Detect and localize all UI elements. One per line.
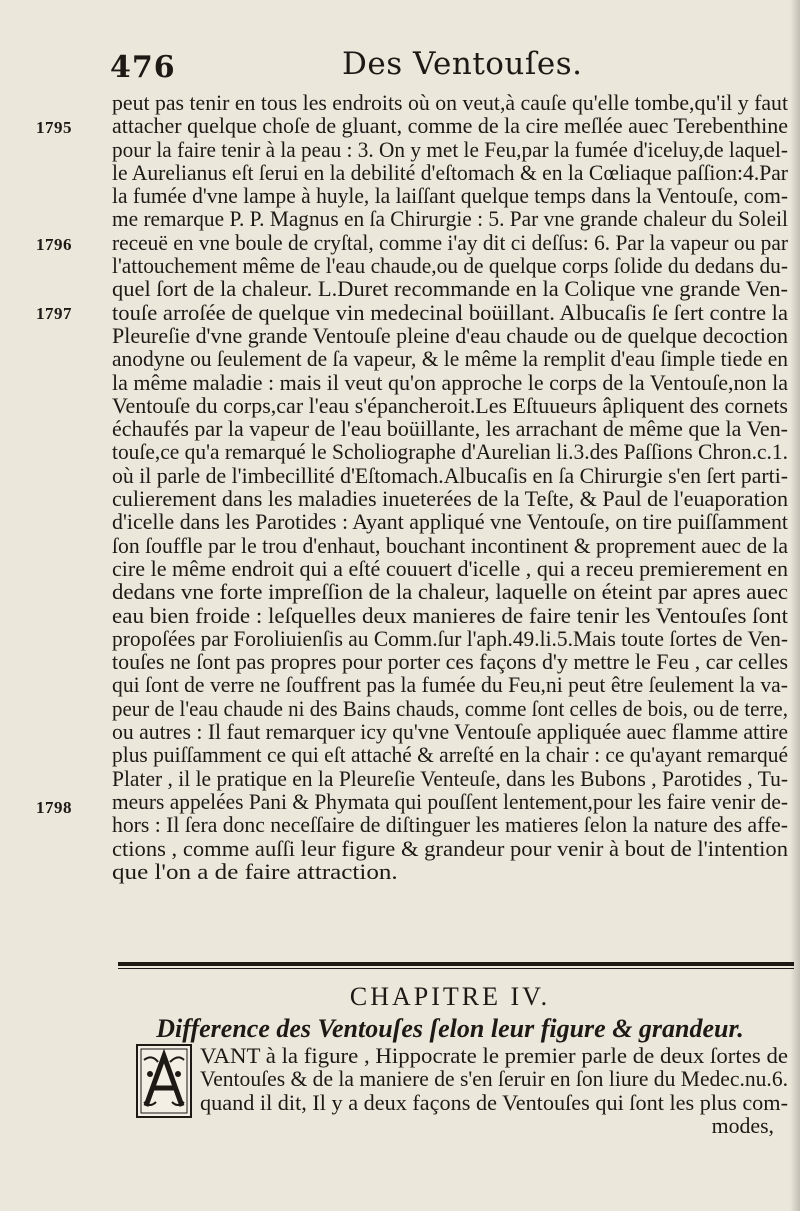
text-line-content: quel ſort de la chaleur. L.Duret recommande en la Colique vne grande Ven-: [112, 277, 788, 302]
text-line-content: culierement dans les maladies inueterées de la Teſte, & Paul de l'euaporation: [112, 487, 788, 512]
text-line-content: l'attouchement même de l'eau chaude,ou de quelque corps ſolide du dedans du-: [112, 254, 788, 279]
text-line-content: peut pas tenir en tous les endroits où on veut,à cauſe qu'elle tombe,qu'il y faut: [112, 91, 788, 115]
text-line-content: me remarque P. P. Magnus en ſa Chirurgie : 5. Par vne grande chaleur du Soleil: [112, 207, 788, 232]
body-text: [112, 92, 792, 884]
text-line-content: le Aurelianus eſt ſerui en la debilité d'eſtomach & en la Cœliaque paſſion:4.Par: [112, 160, 788, 185]
text-line: [112, 651, 792, 674]
text-line-content: quand il dit, Il y a deux façons de Ventouſes qui ſont les plus com-: [200, 1090, 788, 1115]
chapter-rule-thin: [118, 968, 794, 969]
text-line: [200, 1045, 792, 1068]
text-line: [200, 1092, 792, 1115]
text-line-content: eau bien froide : leſquelles deux manieres de faire tenir les Ventouſes ſont: [112, 603, 788, 628]
text-line: [112, 511, 792, 534]
text-line-content: plus puiſſamment ce qui eſt attaché & arreſté en la chair : ce qu'ayant remarqué: [112, 743, 788, 768]
running-title: Des Ventouſes.: [342, 46, 583, 82]
text-line: [112, 302, 792, 325]
text-line: [112, 465, 792, 488]
chapter-rule: [118, 962, 794, 966]
text-line: [112, 744, 792, 767]
ornamental-initial-a-icon: [138, 1046, 190, 1116]
text-line: [112, 721, 792, 744]
text-line-content: la fumée d'vne lampe à huyle, la laiſſant quelque temps dans la Ventouſe, com-: [112, 184, 788, 209]
text-line: [112, 605, 792, 628]
text-line: [112, 838, 792, 861]
margin-note-1795: 1795: [36, 118, 72, 137]
text-line-content: d'icelle dans les Parotides : Ayant appliqué vne Ventouſe, on tire puiſſamment: [112, 510, 788, 535]
text-line-content: Ventouſes & de la maniere de s'en ſeruir en ſon liure du Medec.nu.6.: [200, 1067, 788, 1092]
text-line: [112, 325, 792, 348]
text-line: [112, 861, 792, 884]
text-line: [112, 791, 792, 814]
text-line-content: touſe,ce qu'a remarqué le Scholiographe d'Aurelian li.3.des Paſſions Chron.c.1.: [112, 440, 788, 465]
text-line: [112, 255, 792, 278]
text-line: [112, 558, 792, 581]
text-line: [200, 1068, 792, 1091]
text-line-content: touſes ne ſont pas propres pour porter ces façons d'y mettre le Feu , car celles: [112, 650, 789, 675]
catchword: modes,: [711, 1114, 774, 1138]
text-line-content: où il parle de l'imbecillité d'Eſtomach.Albucaſis en ſa Chirurgie s'en ſert parti-: [112, 463, 788, 488]
text-line: [112, 628, 792, 651]
margin-note-1797: 1797: [36, 304, 72, 323]
text-line: [112, 208, 792, 231]
ornamental-initial: [136, 1044, 192, 1118]
text-line: [112, 441, 792, 464]
chapter-text: [200, 1045, 792, 1115]
text-line-content: Plater , il le pratique en la Pleureſie Venteuſe, dans les Bubons , Parotides , Tu-: [112, 766, 788, 791]
text-line: [112, 92, 792, 115]
page-header: [110, 44, 750, 88]
text-line: [112, 488, 792, 511]
text-line: [112, 395, 792, 418]
text-line-content: hors : Il ſera donc neceſſaire de diſtinguer les matieres ſelon la nature des affe-: [112, 813, 788, 838]
margin-note-1798: 1798: [36, 798, 72, 817]
text-line-content: Pleureſie d'vne grande Ventouſe pleine d'eau chaude ou de quelque decoction: [112, 323, 788, 348]
text-line: [112, 232, 792, 255]
text-line: [112, 814, 792, 837]
text-line: [112, 581, 792, 604]
text-line-content: cire le même endroit qui a eſté couuert d'icelle , qui a receu premierement en: [112, 556, 788, 581]
text-line-content: Ventouſe du corps,car l'eau s'épancheroit.Les Eſtuueurs âpliquent des cornets: [112, 393, 788, 418]
text-line: [112, 698, 792, 721]
text-line-content: meurs appelées Pani & Phymata qui pouſſent lentement,pour les faire venir de-: [112, 789, 788, 814]
text-line: [112, 674, 792, 697]
chapter-title: CHAPITRE IV.: [349, 982, 551, 1011]
text-line-content: ſon ſouffle par le trou d'enhaut, bouchant incontinent & proprement auec de la: [112, 533, 788, 558]
text-line: [112, 185, 792, 208]
text-line-content: propoſées par Foroliuienſis au Comm.ſur l'aph.49.li.5.Mais toute ſortes de Ven-: [112, 626, 788, 651]
text-line-content: ou autres : Il faut remarquer icy qu'vne Ventouſe appliquée auec flamme attire: [112, 720, 788, 745]
text-line: [112, 115, 792, 138]
text-line: [112, 139, 792, 162]
text-line-content: receuë en vne boule de cryſtal, comme i'ay dit ci deſſus: 6. Par la vapeur ou par: [112, 230, 788, 255]
text-line-content: que l'on a de faire attraction.: [112, 859, 398, 884]
text-line: [112, 372, 792, 395]
text-line-content: attacher quelque choſe de gluant, comme de la cire meſlée auec Terebenthine: [112, 114, 788, 139]
text-line-content: ctions , comme auſſi leur figure & grandeur pour venir à bout de l'intention: [112, 836, 788, 861]
margin-note-1796: 1796: [36, 235, 72, 254]
text-line: [112, 162, 792, 185]
text-line-content: échaufés par la vapeur de l'eau boüillante, les arrachant de même que la Ven-: [112, 417, 788, 442]
text-line-content: anodyne ou ſeulement de ſa vapeur, & le même la remplit d'eau ſimple tiede en: [112, 347, 788, 372]
text-line-content: qui ſont de verre ne ſouffrent pas la fumée du Feu,ni peut être ſeulement la va-: [112, 673, 788, 698]
text-line-content: VANT à la figure , Hippocrate le premier parle de deux ſortes de: [200, 1044, 788, 1068]
chapter-subtitle: Difference des Ventouſes ſelon leur figure & grandeur.: [156, 1014, 744, 1043]
text-line: [112, 535, 792, 558]
text-line-content: dedans vne forte impreſſion de la chaleur, laquelle on éteint par apres auec: [112, 580, 788, 605]
text-line: [112, 278, 792, 301]
page-number: 476: [110, 50, 176, 85]
text-line-content: touſe arroſée de quelque vin medecinal boüillant. Albucaſis ſe ſert contre la: [112, 300, 788, 325]
text-line-content: pour la faire tenir à la peau : 3. On y met le Feu,par la fumée d'iceluy,de laquel-: [112, 137, 788, 162]
text-line: [112, 348, 792, 371]
text-line: [112, 768, 792, 791]
text-line-content: peur de l'eau chaude ni des Bains chauds, comme ſont celles de bois, ou de terre,: [112, 696, 788, 721]
text-line-content: la même maladie : mais il veut qu'on approche le corps de la Ventouſe,non la: [112, 370, 788, 395]
text-line: [112, 418, 792, 441]
